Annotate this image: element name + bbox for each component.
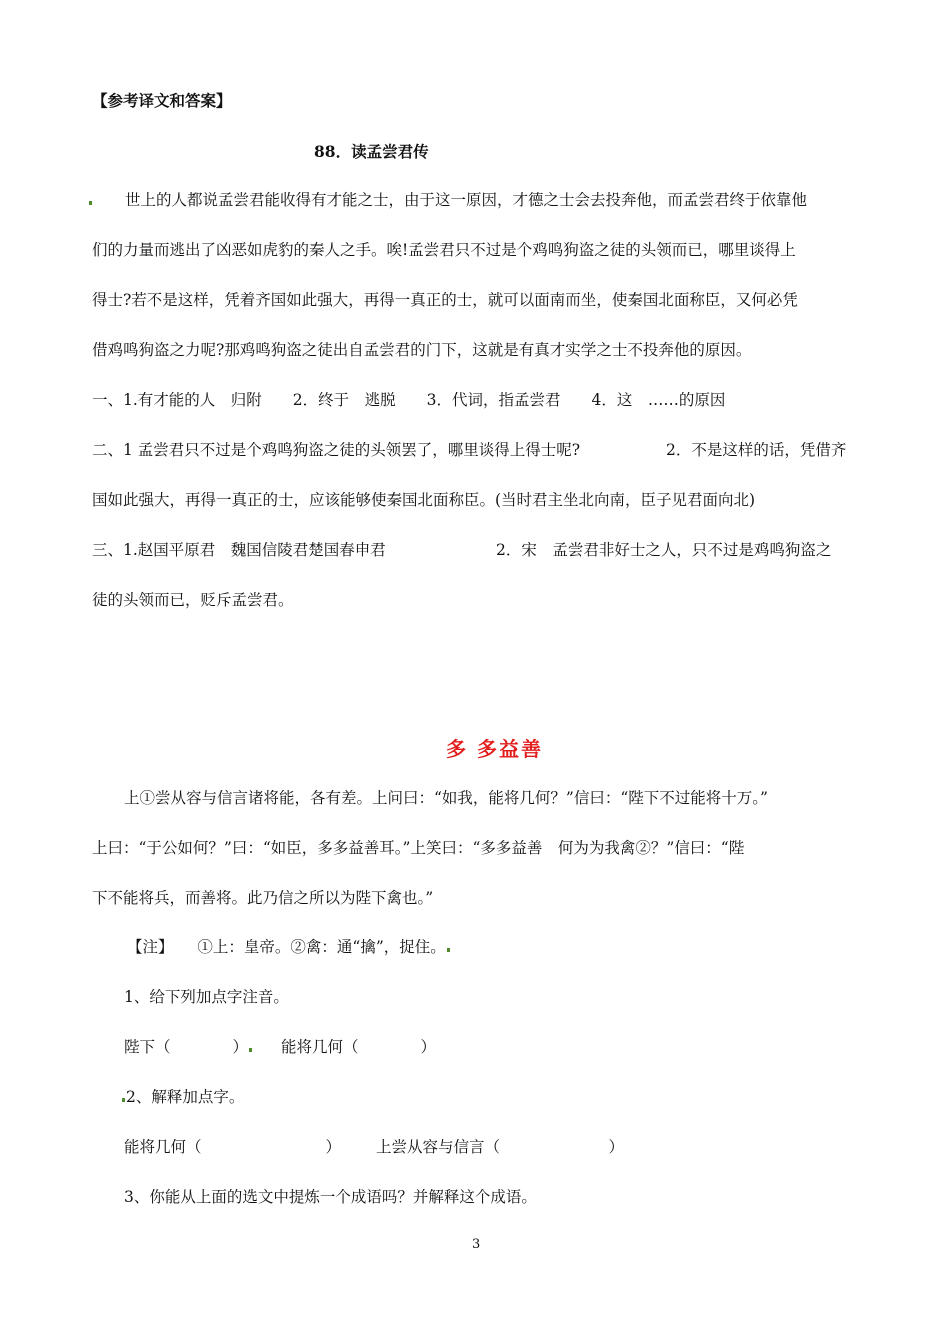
answer-section-1: 一、1.有才能的人 归附 2．终于 逃脱 3．代词，指孟尝君 4．这 ……的原因 (92, 391, 726, 409)
answer-section-3c: 徒的头领而已，贬斥孟尝君。 (92, 591, 294, 609)
note-label: 【注】 (127, 938, 174, 956)
question-1: 1、给下列加点字注音。 (124, 988, 289, 1006)
section-header: 【参考译文和答案】 (92, 91, 232, 110)
question-2: 2、解释加点字。 (121, 1087, 244, 1107)
note-line (127, 937, 451, 957)
page-number: 3 (472, 1237, 481, 1252)
question-2-item-2: 上尝从容与信言（ ） (376, 1138, 625, 1156)
answer-section-2a: 二、1 孟尝君只不过是个鸡鸣狗盗之徒的头领罢了，哪里谈得上得士呢? (92, 441, 581, 459)
green-mark-icon (447, 948, 450, 952)
note-text: ①上：皇帝。②禽：通“擒”，捉住。 (197, 938, 446, 956)
green-mark-icon (249, 1048, 252, 1052)
translation-line-1: 世上的人都说孟尝君能收得有才能之士，由于这一原因，才德之士会去投奔他，而孟尝君终于依靠他 (88, 190, 807, 210)
question-1-item-1: 陛下（ ） (124, 1037, 253, 1057)
question-1-item-2: 能将几何（ ） (281, 1038, 437, 1056)
passage2-title: 多 多益善 (446, 737, 543, 761)
answer-section-3a: 三、1.赵国平原君 魏国信陵君楚国春申君 (92, 541, 386, 559)
translation-line-4: 借鸡鸣狗盗之力呢?那鸡鸣狗盗之徒出自孟尝君的门下，这就是有真才实学之士不投奔他的原因。 (92, 341, 752, 359)
passage2-line-2: 上曰：“于公如何？”曰：“如臣，多多益善耳。”上笑曰：“多多益善 何为为我禽②？”信曰：“陛 (92, 839, 745, 857)
passage1-title: 88．读孟尝君传 (314, 142, 429, 161)
passage2-line-3: 下不能将兵，而善将。此乃信之所以为陛下禽也。” (92, 889, 434, 907)
green-mark-icon (122, 1098, 125, 1102)
question-3: 3、你能从上面的选文中提炼一个成语吗？并解释这个成语。 (124, 1188, 537, 1206)
translation-line-2: 们的力量而逃出了凶恶如虎豹的秦人之手。唉!孟尝君只不过是个鸡鸣狗盗之徒的头领而已，哪里谈得上 (92, 241, 796, 259)
question-2-item-1: 能将几何（ ） (124, 1138, 342, 1156)
answer-section-2b: 2．不是这样的话，凭借齐 (666, 441, 847, 459)
answer-section-2c: 国如此强大，再得一真正的士，应该能够使秦国北面称臣。(当时君主坐北向南，臣子见君面向北) (92, 491, 756, 509)
translation-line-3: 得士?若不是这样，凭着齐国如此强大，再得一真正的士，就可以面南而坐，使秦国北面称臣，又何必凭 (92, 291, 798, 309)
green-mark-icon (89, 201, 92, 205)
answer-section-3b: 2．宋 孟尝君非好士之人，只不过是鸡鸣狗盗之 (496, 541, 832, 559)
passage2-line-1: 上①尝从容与信言诸将能，各有差。上问曰：“如我，能将几何？”信曰：“陛下不过能将十万。” (124, 789, 768, 807)
